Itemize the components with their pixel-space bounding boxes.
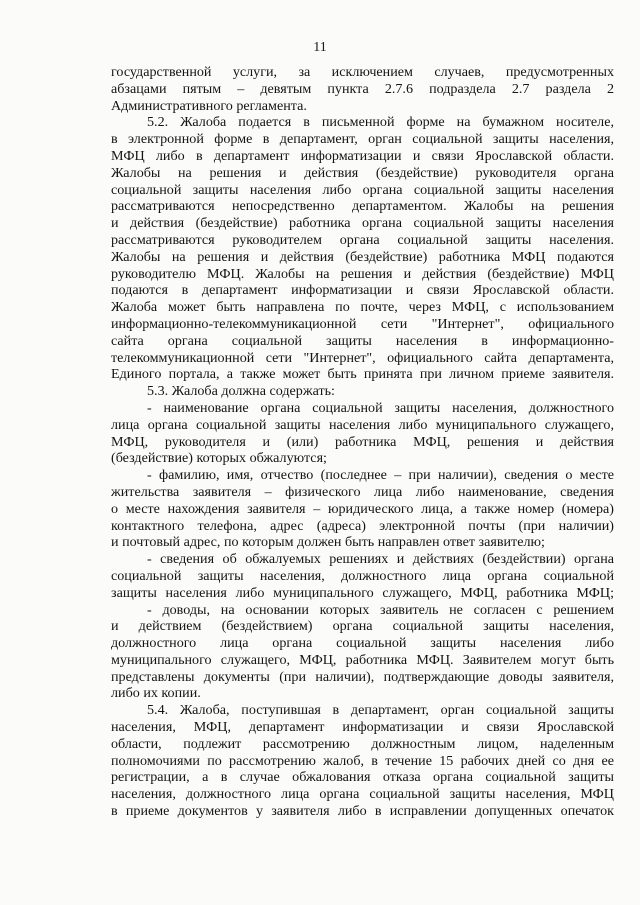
text-line: либо их копии.	[111, 685, 201, 702]
text-line: Административного регламента.	[111, 97, 307, 114]
text-line: рассматриваются непосредственно департаментом. Жалобы на решения	[111, 198, 614, 215]
text-line: 5.3. Жалоба должна содержать:	[147, 383, 335, 400]
text-line: - наименование органа социальной защиты населения, должностного	[147, 399, 614, 416]
text-line: - доводы, на основании которых заявитель не согласен с решением	[147, 601, 614, 618]
text-line: полномочиями по рассмотрению жалоб, в течение 15 рабочих дней со дня ее	[111, 752, 614, 769]
text-line: телекоммуникационной сети "Интернет", официального сайта департамента,	[111, 349, 614, 366]
text-line: государственной услуги, за исключением случаев, предусмотренных	[111, 64, 614, 80]
text-line: жительства заявителя – физического лица либо наименование, сведения	[111, 483, 614, 500]
text-line: сайта органа социальной защиты населения в информационно-	[111, 332, 614, 349]
text-line: руководителю МФЦ. Жалобы на решения и действия (бездействие) МФЦ	[111, 265, 614, 282]
text-line: Жалобы на решения и действия (бездействие) руководителя органа	[111, 164, 614, 181]
text-line: населения, должностного лица органа социальной защиты населения, МФЦ	[111, 786, 614, 803]
document-body	[111, 64, 614, 820]
text-line: лица органа социальной защиты населения либо муниципального служащего,	[111, 416, 614, 433]
text-line: Жалобы на решения и действия (бездействие) работника МФЦ подаются	[111, 248, 614, 265]
text-line: информационно-телекоммуникационной сети "Интернет", официального	[111, 315, 614, 332]
text-line: представлены документы (при наличии), подтверждающие доводы заявителя,	[111, 668, 614, 685]
text-line: Единого портала, а также может быть принята при личном приеме заявителя.	[111, 366, 614, 383]
text-line: 5.2. Жалоба подается в письменной форме на бумажном носителе,	[147, 114, 614, 131]
text-line: - сведения об обжалуемых решениях и действиях (бездействии) органа	[147, 551, 614, 568]
text-line: МФЦ, руководителя и (или) работника МФЦ, решения и действия	[111, 433, 614, 450]
text-line: о месте нахождения заявителя – юридического лица, а также номер (номера)	[111, 500, 614, 517]
text-line: абзацами пятым – девятым пункта 2.7.6 подраздела 2.7 раздела 2	[111, 80, 614, 97]
text-line: - фамилию, имя, отчество (последнее – при наличии), сведения о месте	[147, 467, 614, 484]
text-line: муниципального служащего, МФЦ, работника МФЦ. Заявителем могут быть	[111, 651, 614, 668]
text-line: регистрации, а в случае обжалования отказа органа социальной защиты	[111, 769, 614, 786]
text-line: социальной защиты населения, должностного лица органа социальной	[111, 567, 614, 584]
text-line: населения, МФЦ, департамент информатизации и связи Ярославской	[111, 719, 614, 736]
text-line: подаются в департамент информатизации и связи Ярославской области.	[111, 282, 614, 299]
text-line: и почтовый адрес, по которым должен быть направлен ответ заявителю;	[111, 534, 545, 551]
text-line: области, подлежит рассмотрению должностным лицом, наделенным	[111, 735, 614, 752]
text-line: и действия (бездействие) работника органа социальной защиты населения	[111, 215, 614, 232]
page-number: 11	[313, 40, 327, 55]
text-line: МФЦ либо в департамент информатизации и связи Ярославской области.	[111, 147, 614, 164]
text-line: должностного лица органа социальной защиты населения либо	[111, 635, 614, 652]
text-line: в электронной форме в департамент, орган социальной защиты населения,	[111, 131, 614, 148]
text-line: в приеме документов у заявителя либо в исправлении допущенных опечаток	[111, 803, 614, 820]
text-line: Жалоба может быть направлена по почте, через МФЦ, с использованием	[111, 299, 614, 316]
text-line: 5.4. Жалоба, поступившая в департамент, орган социальной защиты	[147, 702, 614, 719]
text-line: (бездействие) которых обжалуются;	[111, 450, 327, 467]
text-line: защиты населения либо муниципального служащего, МФЦ, работника МФЦ;	[111, 584, 614, 601]
text-line: контактного телефона, адрес (адреса) электронной почты (при наличии)	[111, 517, 614, 534]
text-line: рассматриваются руководителем органа социальной защиты населения.	[111, 231, 614, 248]
text-line: и действием (бездействием) органа социальной защиты населения,	[111, 618, 614, 635]
text-line: социальной защиты населения либо органа социальной защиты населения	[111, 181, 614, 198]
